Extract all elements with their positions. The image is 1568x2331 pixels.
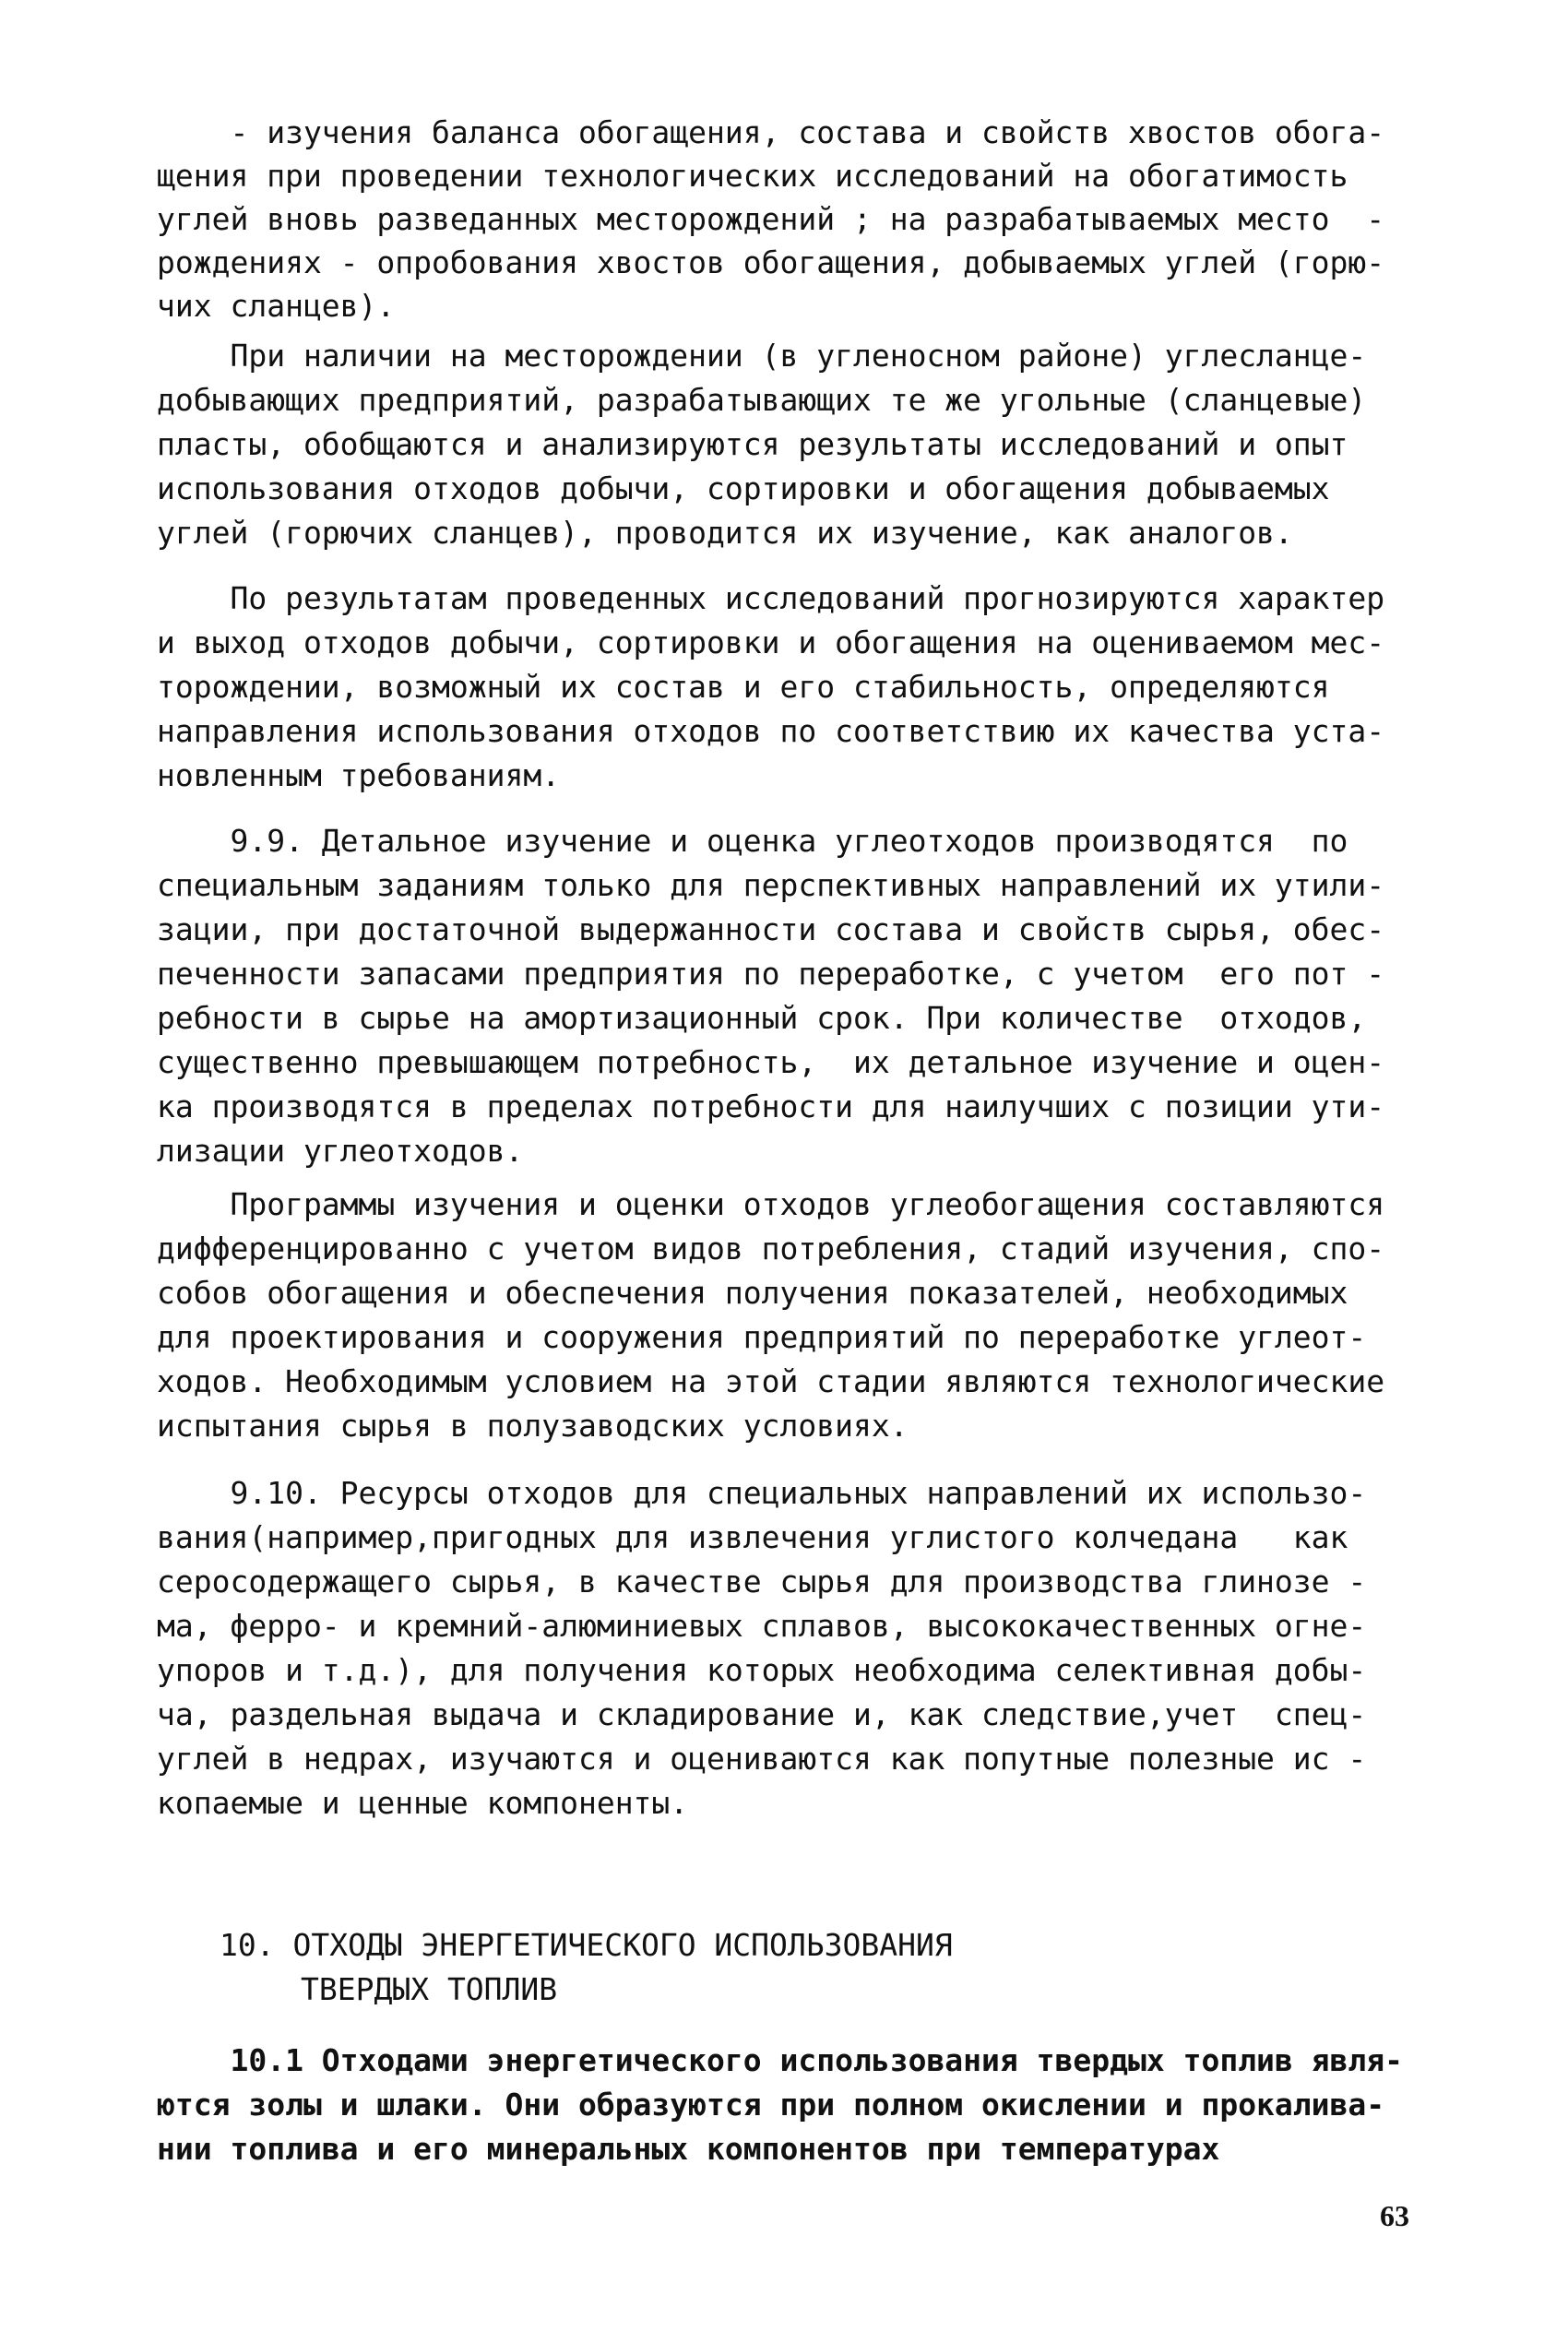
text-line: По результатам проведенных исследований прогнозируются характер: [157, 580, 1385, 616]
text-line: пласты, обобщаются и анализируются результаты исследований и опыт: [157, 426, 1348, 462]
text-line: вания(например,пригодных для извлечения углистого колчедана как: [157, 1519, 1348, 1555]
text-line: 9.9. Детальное изучение и оценка углеотходов производятся по: [157, 823, 1348, 859]
text-line: - изучения баланса обогащения, состава и свойств хвостов обога-: [157, 114, 1385, 150]
text-line: нии топлива и его минеральных компонентов при температурах: [157, 2131, 1220, 2167]
text-line: использования отходов добычи, сортировки и обогащения добываемых: [157, 470, 1330, 506]
text-line: рождениях - опробования хвостов обогащения, добываемых углей (горю-: [157, 244, 1385, 280]
text-line: существенно превышающем потребность, их детальное изучение и оцен-: [157, 1044, 1385, 1080]
text-line: торождении, возможный их состав и его стабильность, определяются: [157, 669, 1330, 705]
text-line: ма, ферро- и кремний-алюминиевых сплавов, высококачественных огне-: [157, 1608, 1367, 1644]
text-line: собов обогащения и обеспечения получения показателей, необходимых: [157, 1275, 1348, 1311]
text-line: Программы изучения и оценки отходов углеобогащения составляются: [157, 1186, 1385, 1222]
text-line: новленным требованиям.: [157, 757, 561, 793]
text-line: углей в недрах, изучаются и оцениваются как попутные полезные ис -: [157, 1741, 1367, 1777]
section-title-continuation: ТВЕРДЫХ ТОПЛИВ: [301, 1971, 558, 2007]
page-number: 63: [1380, 2199, 1409, 2232]
text-line: копаемые и ценные компоненты.: [157, 1785, 689, 1821]
text-line: углей (горючих сланцев), проводится их изучение, как аналогов.: [157, 515, 1293, 551]
text-line: серосодержащего сырья, в качестве сырья для производства глинозе -: [157, 1564, 1367, 1600]
text-line: и выход отходов добычи, сортировки и обогащения на оцениваемом мес-: [157, 624, 1385, 660]
text-line: печенности запасами предприятия по переработке, с учетом его пот -: [157, 956, 1385, 992]
text-line: чих сланцев).: [157, 288, 396, 324]
text-line: При наличии на месторождении (в угленосном районе) углесланце-: [157, 338, 1367, 374]
text-line: ются золы и шлаки. Они образуются при полном окислении и прокалива-: [157, 2087, 1385, 2123]
text-line: ка производятся в пределах потребности для наилучших с позиции ути-: [157, 1088, 1385, 1124]
text-line: щения при проведении технологических исследований на обогатимость: [157, 158, 1348, 194]
text-line: лизации углеотходов.: [157, 1133, 524, 1169]
text-line: ребности в сырье на амортизационный срок. При количестве отходов,: [157, 1000, 1367, 1036]
text-line: 9.10. Ресурсы отходов для специальных направлений их использо-: [157, 1475, 1367, 1511]
text-line: для проектирования и сооружения предприятий по переработке углеот-: [157, 1319, 1367, 1355]
text-line: ча, раздельная выдача и складирование и, как следствие,учет спец-: [157, 1696, 1367, 1732]
section-title: 10. ОТХОДЫ ЭНЕРГЕТИЧЕСКОГО ИСПОЛЬЗОВАНИЯ: [220, 1927, 953, 1963]
text-line: направления использования отходов по соответствию их качества уста-: [157, 713, 1385, 749]
text-line: дифференцированно с учетом видов потребления, стадий изучения, спо-: [157, 1231, 1385, 1267]
text-line: углей вновь разведанных месторождений ; на разрабатываемых место -: [157, 201, 1385, 237]
text-line: 10.1 Отходами энергетического использования твердых топлив явля-: [157, 2042, 1404, 2078]
text-line: упоров и т.д.), для получения которых необходима селективная добы-: [157, 1652, 1367, 1688]
text-line: добывающих предприятий, разрабатывающих те же угольные (сланцевые): [157, 382, 1367, 418]
text-line: специальным заданиям только для перспективных направлений их утили-: [157, 867, 1385, 903]
text-line: ходов. Необходимым условием на этой стадии являются технологические: [157, 1363, 1385, 1399]
text-line: зации, при достаточной выдержанности состава и свойств сырья, обес-: [157, 911, 1385, 947]
text-line: испытания сырья в полузаводских условиях.: [157, 1408, 909, 1444]
